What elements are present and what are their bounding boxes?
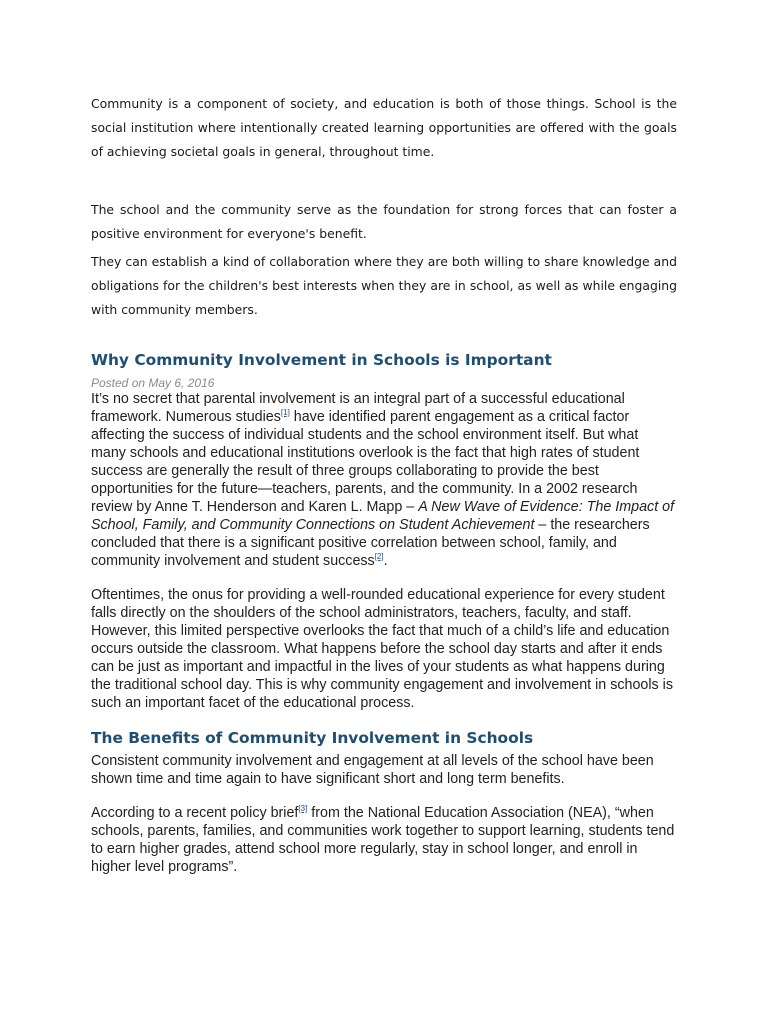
article-paragraph-4 bbox=[91, 804, 677, 876]
paragraph-1-text-a: It’s no secret that parental involvement is an integral part of a successful educational framework. Numerous studies bbox=[91, 391, 625, 425]
article-paragraph-3: Consistent community involvement and engagement at all levels of the school have been shown time and time again to have significant short and long term benefits. bbox=[91, 753, 654, 787]
article-paragraph-1 bbox=[91, 390, 677, 570]
posted-date: Posted on May 6, 2016 bbox=[91, 376, 215, 390]
paragraph-1-title-italic: A New Wave of Evidence: The Impact of School, Family, and Community Connections on Student Achievement bbox=[91, 499, 675, 533]
intro-paragraph-2: The school and the community serve as the foundation for strong forces that can foster a positive environment for everyone's benefit. bbox=[91, 202, 677, 241]
paragraph-1-text-d: . bbox=[383, 553, 388, 569]
article-heading-why-community-involvement: Why Community Involvement in Schools is Important bbox=[91, 351, 552, 369]
paragraph-4-text-b: from the National Education Association (NEA), “when schools, parents, families, and communities work together to support learning, students tend to earn higher grades, attend school more regularly, stay in school longer, and enroll in higher level programs”. bbox=[91, 805, 675, 875]
article-paragraph-2: Oftentimes, the onus for providing a well-rounded educational experience for every student falls directly on the shoulders of the school administrators, teachers, faculty, and staff. However, this limited perspective overlooks the fact that much of a child’s life and education occurs outside the classroom. What happens before the school day starts and after it ends can be just as important and impactful in the lives of your students as what happens during the traditional school day. This is why community engagement and involvement in schools is such an important facet of the educational process. bbox=[91, 587, 673, 711]
footnote-link-3[interactable]: [3] bbox=[298, 804, 308, 814]
intro-paragraph-1: Community is a component of society, and education is both of those things. School is the social institution where intentionally created learning opportunities are offered with the goals of achieving societal goals in general, throughout time. bbox=[91, 96, 677, 159]
paragraph-1-text-c: – the researchers concluded that there is a significant positive correlation between school, family, and community involvement and student success bbox=[91, 517, 650, 569]
paragraph-1-text-b: have identified parent engagement as a critical factor affecting the success of individual students and the school environment itself. But what many schools and educational institutions overlook is the fact that high rates of student success are generally the result of three groups collaborating to provide the best opportunities for the future—teachers, parents, and the community. In a 2002 research review by Anne T. Henderson and Karen L. Mapp – bbox=[91, 409, 640, 515]
article bbox=[91, 350, 677, 876]
article-heading-benefits: The Benefits of Community Involvement in Schools bbox=[91, 729, 534, 747]
document-page bbox=[91, 92, 677, 876]
footnote-link-2[interactable]: [2] bbox=[374, 552, 384, 562]
footnote-link-1[interactable]: [1] bbox=[280, 408, 290, 418]
paragraph-4-text-a: According to a recent policy brief bbox=[91, 805, 299, 821]
intro-paragraph-3: They can establish a kind of collaboration where they are both willing to share knowledge and obligations for the children's best interests when they are in school, as well as while engaging with community members. bbox=[91, 254, 677, 317]
